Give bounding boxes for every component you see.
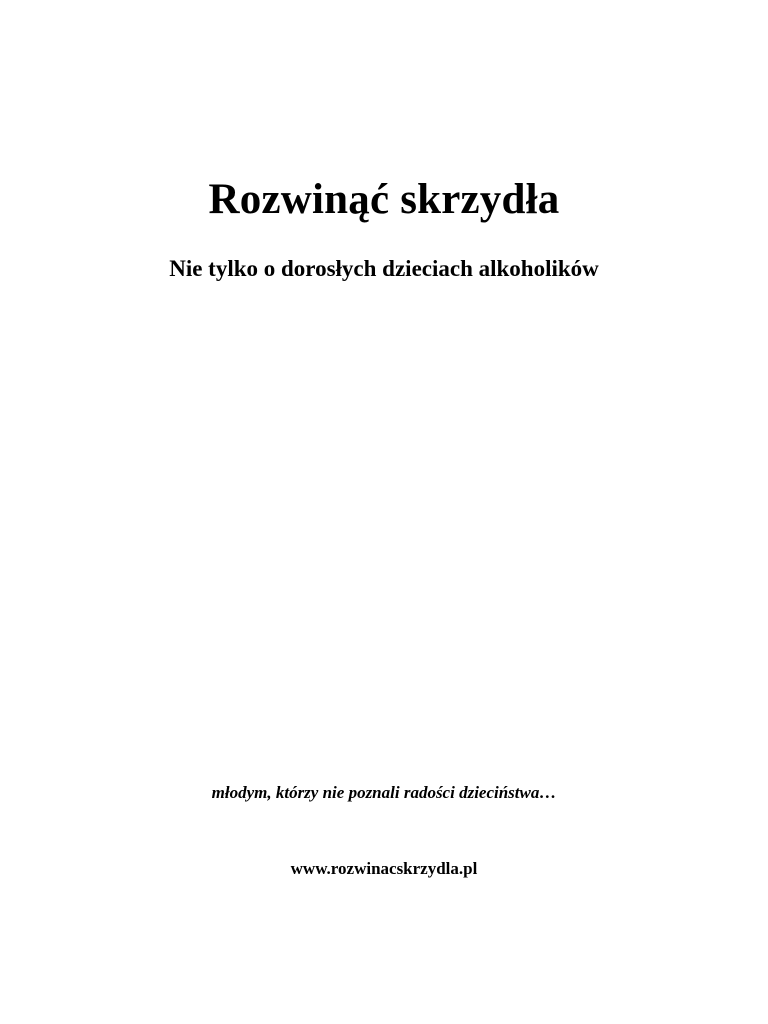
document-subtitle: Nie tylko o dorosłych dzieciach alkoholików: [169, 256, 599, 281]
document-title: Rozwinąć skrzydła: [208, 176, 560, 223]
dedication-text: młodym, którzy nie poznali radości dzieciństwa…: [211, 783, 557, 802]
website-address: www.rozwinacskrzydla.pl: [290, 859, 478, 878]
